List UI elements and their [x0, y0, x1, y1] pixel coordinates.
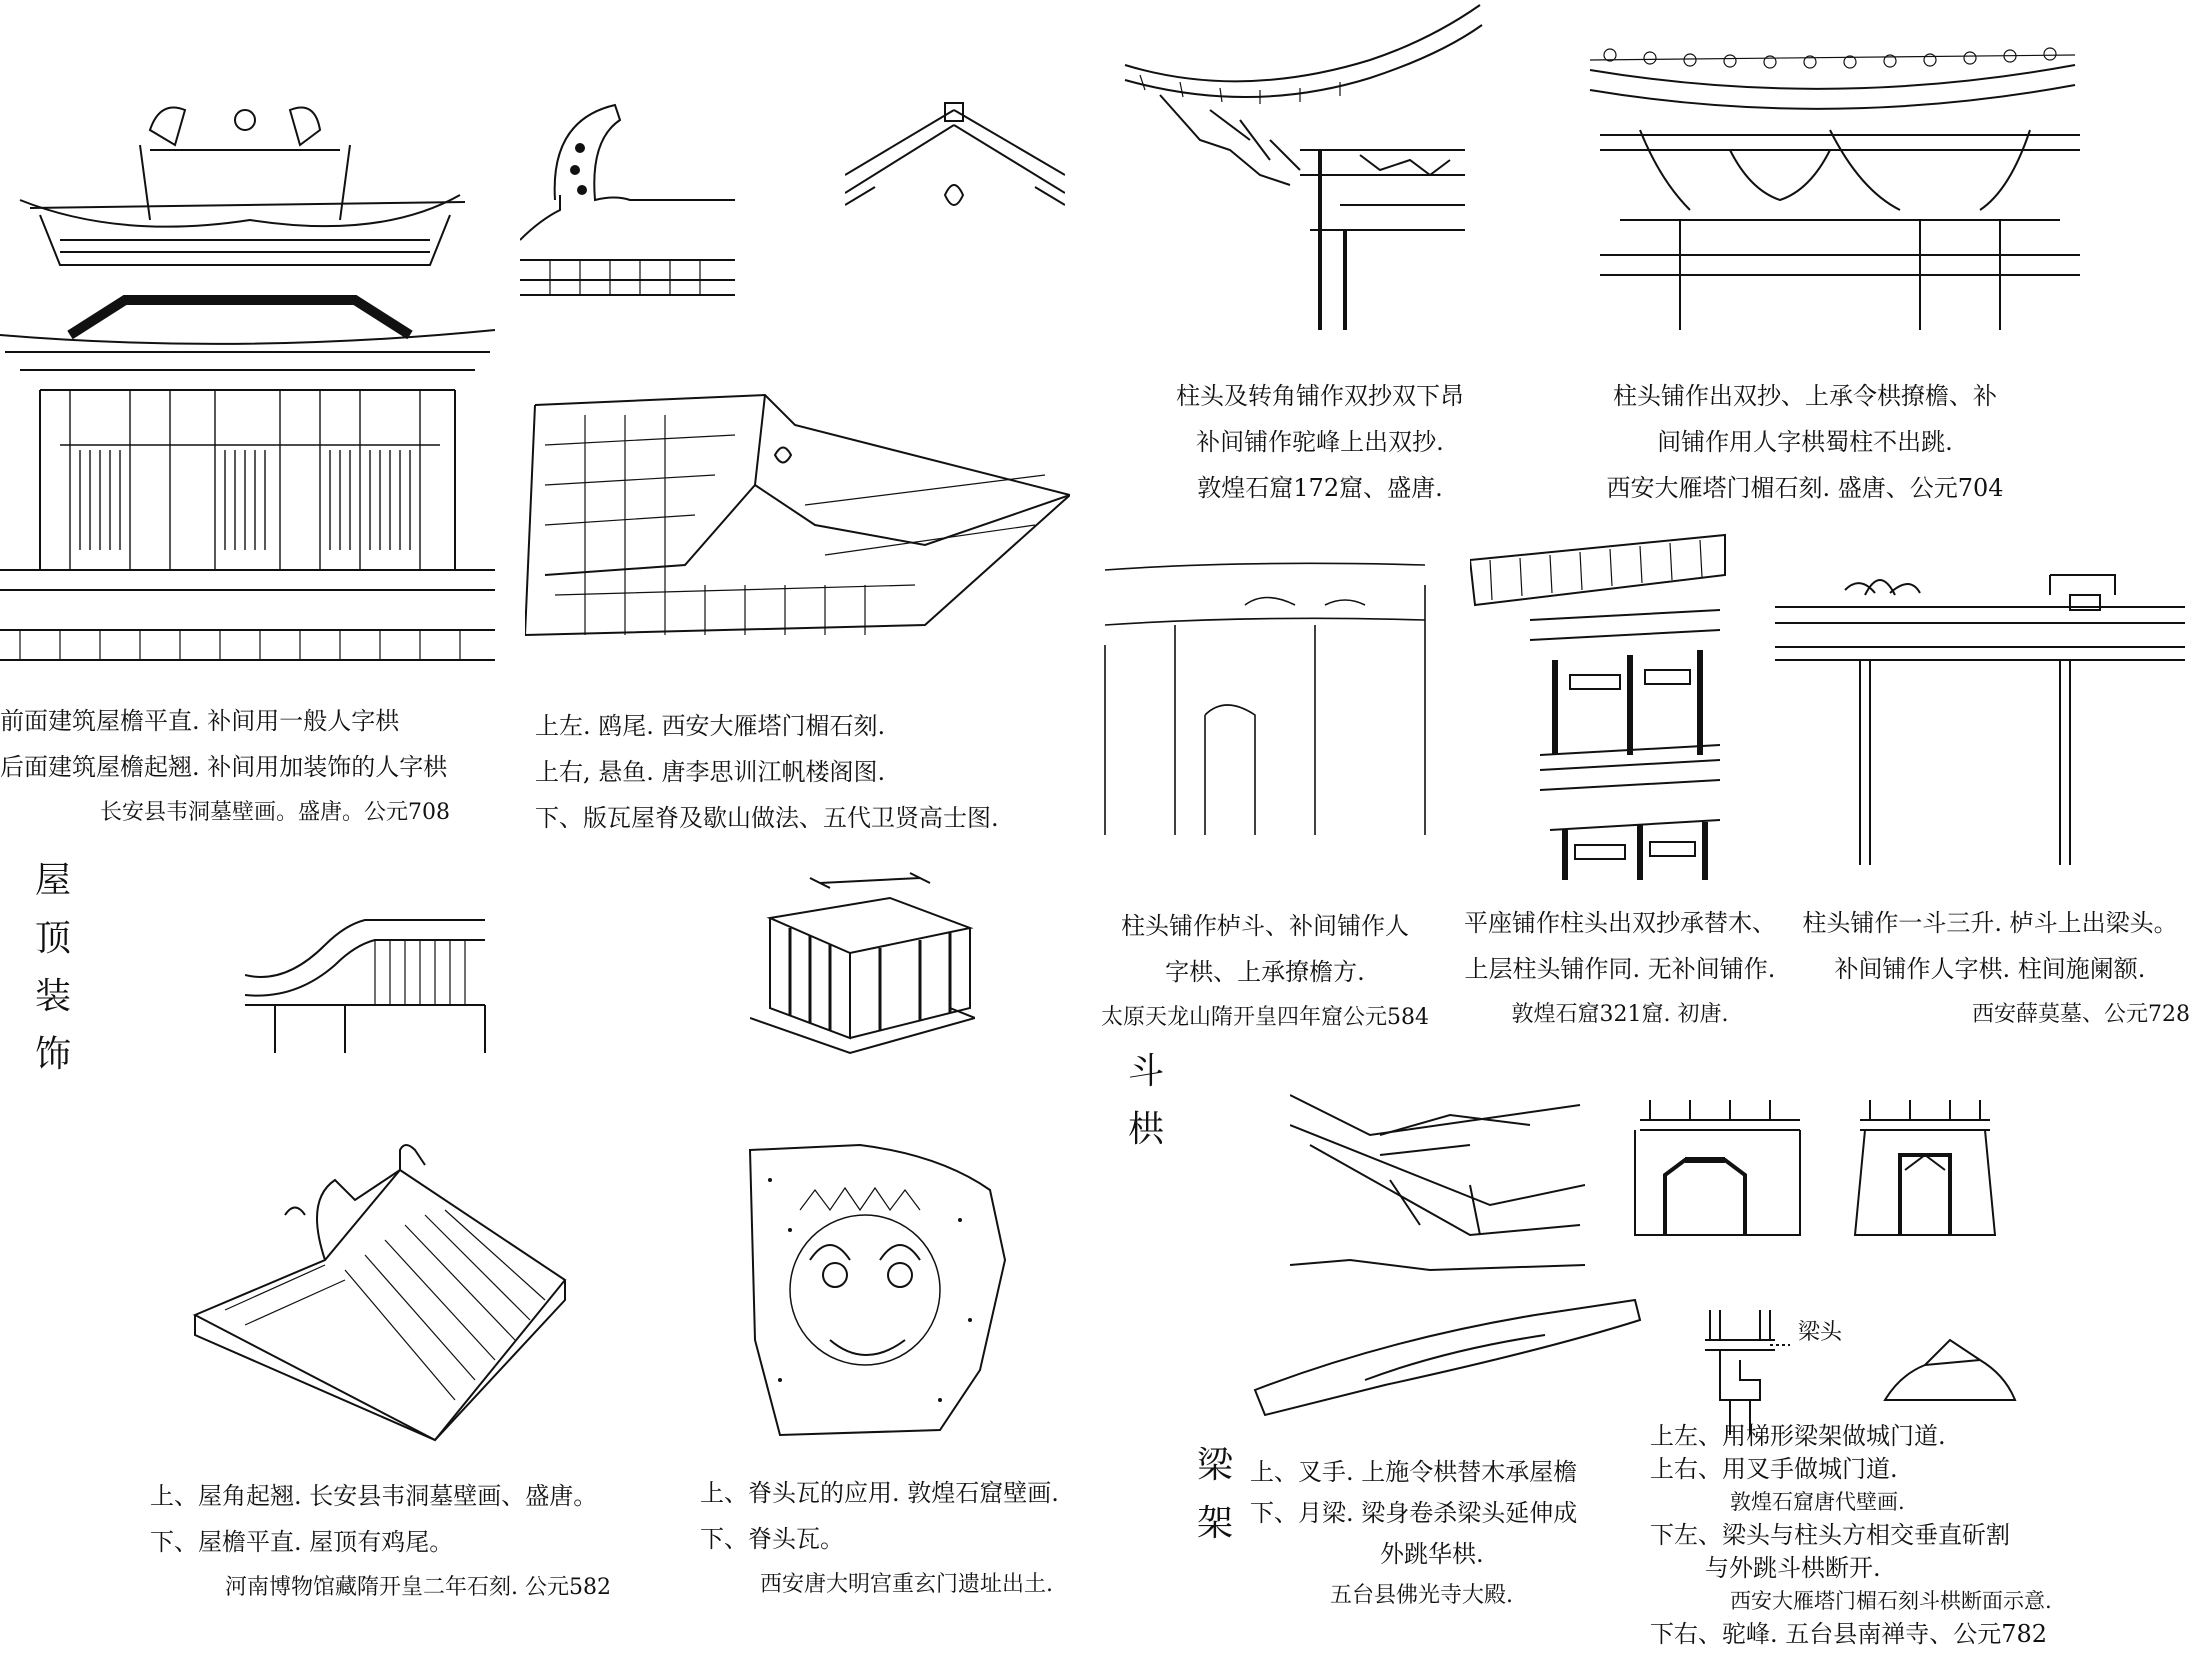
caption-hall: 前面建筑屋檐平直. 补间用一般人字栱 后面建筑屋檐起翘. 补间用加装饰的人字栱 长安县韦洞墓壁画。盛唐。公元708 [0, 707, 450, 825]
caption-ridge-tile: 上、脊头瓦的应用. 敦煌石窟壁画. 下、脊头瓦。 西安唐大明宫重玄门遗址出土. [700, 1479, 1059, 1597]
beam-section [1700, 1300, 1790, 1440]
chashou-truss [1290, 1085, 1585, 1280]
caption-dunhuang321: 平座铺作柱头出双抄承替木、 上层柱头铺作同. 无补间铺作. 敦煌石窟321窟. 初唐. [1464, 909, 1776, 1027]
hip-gable-tile-roof [525, 385, 1070, 645]
tang-hall-elevation [0, 90, 495, 670]
dougong-dayanta-lintel [1580, 0, 2090, 335]
caption-foguang: 上、叉手. 上施令栱替木承屋檐 下、月梁. 梁身卷杀梁头延伸成 外跳华栱. 五台县佛光寺大殿. [1250, 1458, 1578, 1608]
caption-chiwei: 上左. 鸥尾. 西安大雁塔门楣石刻. 上右, 悬鱼. 唐李思训江帆楼阁图. 下、版瓦屋脊及歇山做法、五代卫贤高士图. [535, 712, 999, 832]
section-label-roof: 屋 顶 装 饰 [34, 860, 71, 1075]
dougong-dunhuang-172 [1120, 0, 1490, 335]
caption-tianlongshan: 柱头铺作栌斗、补间铺作人 字栱、上承撩檐方. 太原天龙山隋开皇四年窟公元584 [1101, 912, 1429, 1030]
dougong-xue-tomb [1770, 535, 2190, 865]
xuanyu-gable-fish [845, 95, 1065, 245]
label-liangtou: 梁头 [1798, 1320, 1843, 1345]
dougong-tianlongshan [1095, 545, 1435, 845]
crescent-beam [1245, 1290, 1645, 1420]
city-gate-chashou [1850, 1085, 2000, 1240]
caption-dunhuang172: 柱头及转角铺作双抄双下昂 补间铺作驼峰上出双抄. 敦煌石窟172窟、盛唐. [1176, 382, 1464, 502]
camel-hump [1880, 1335, 2020, 1405]
caption-dayanta: 柱头铺作出双抄、上承令栱撩檐、补 间铺作用人字栱蜀柱不出跳. 西安大雁塔门楣石刻. 盛唐、公元704 [1606, 382, 2004, 502]
caption-xue-tomb: 柱头铺作一斗三升. 栌斗上出梁头。 补间铺作人字栱. 柱间施阑额. 西安薛莫墓、公元728 [1802, 909, 2190, 1027]
dougong-dunhuang-321 [1470, 530, 1730, 885]
section-label-dougong: 斗 栱 [1127, 1051, 1164, 1150]
corner-roof-hip [185, 1140, 595, 1445]
caption-corner-roof: 上、屋角起翘. 长安县韦洞墓壁画、盛唐。 下、屋檐平直. 屋顶有鸡尾。 河南博物馆藏隋开皇二年石刻. 公元582 [150, 1482, 611, 1600]
ridge-end-tile [740, 1140, 1010, 1440]
chiwei-ridge-ornament [520, 90, 740, 300]
caption-city-gate: 上左、用梯形梁架做城门道. 上右、用叉手做城门道. 敦煌石窟唐代壁画. 下左、梁头与柱头方相交垂直斫割 与外跳斗栱断开. 西安大雁塔门楣石刻斗栱断面示意. 下右、驼峰. 五台县南禅寺、公元782 [1650, 1422, 2052, 1648]
city-gate-trapezoid [1630, 1085, 1805, 1240]
roof-eave-corner [245, 905, 490, 1055]
section-label-liangjia: 梁 架 [1196, 1445, 1233, 1544]
small-pavilion [750, 868, 975, 1058]
